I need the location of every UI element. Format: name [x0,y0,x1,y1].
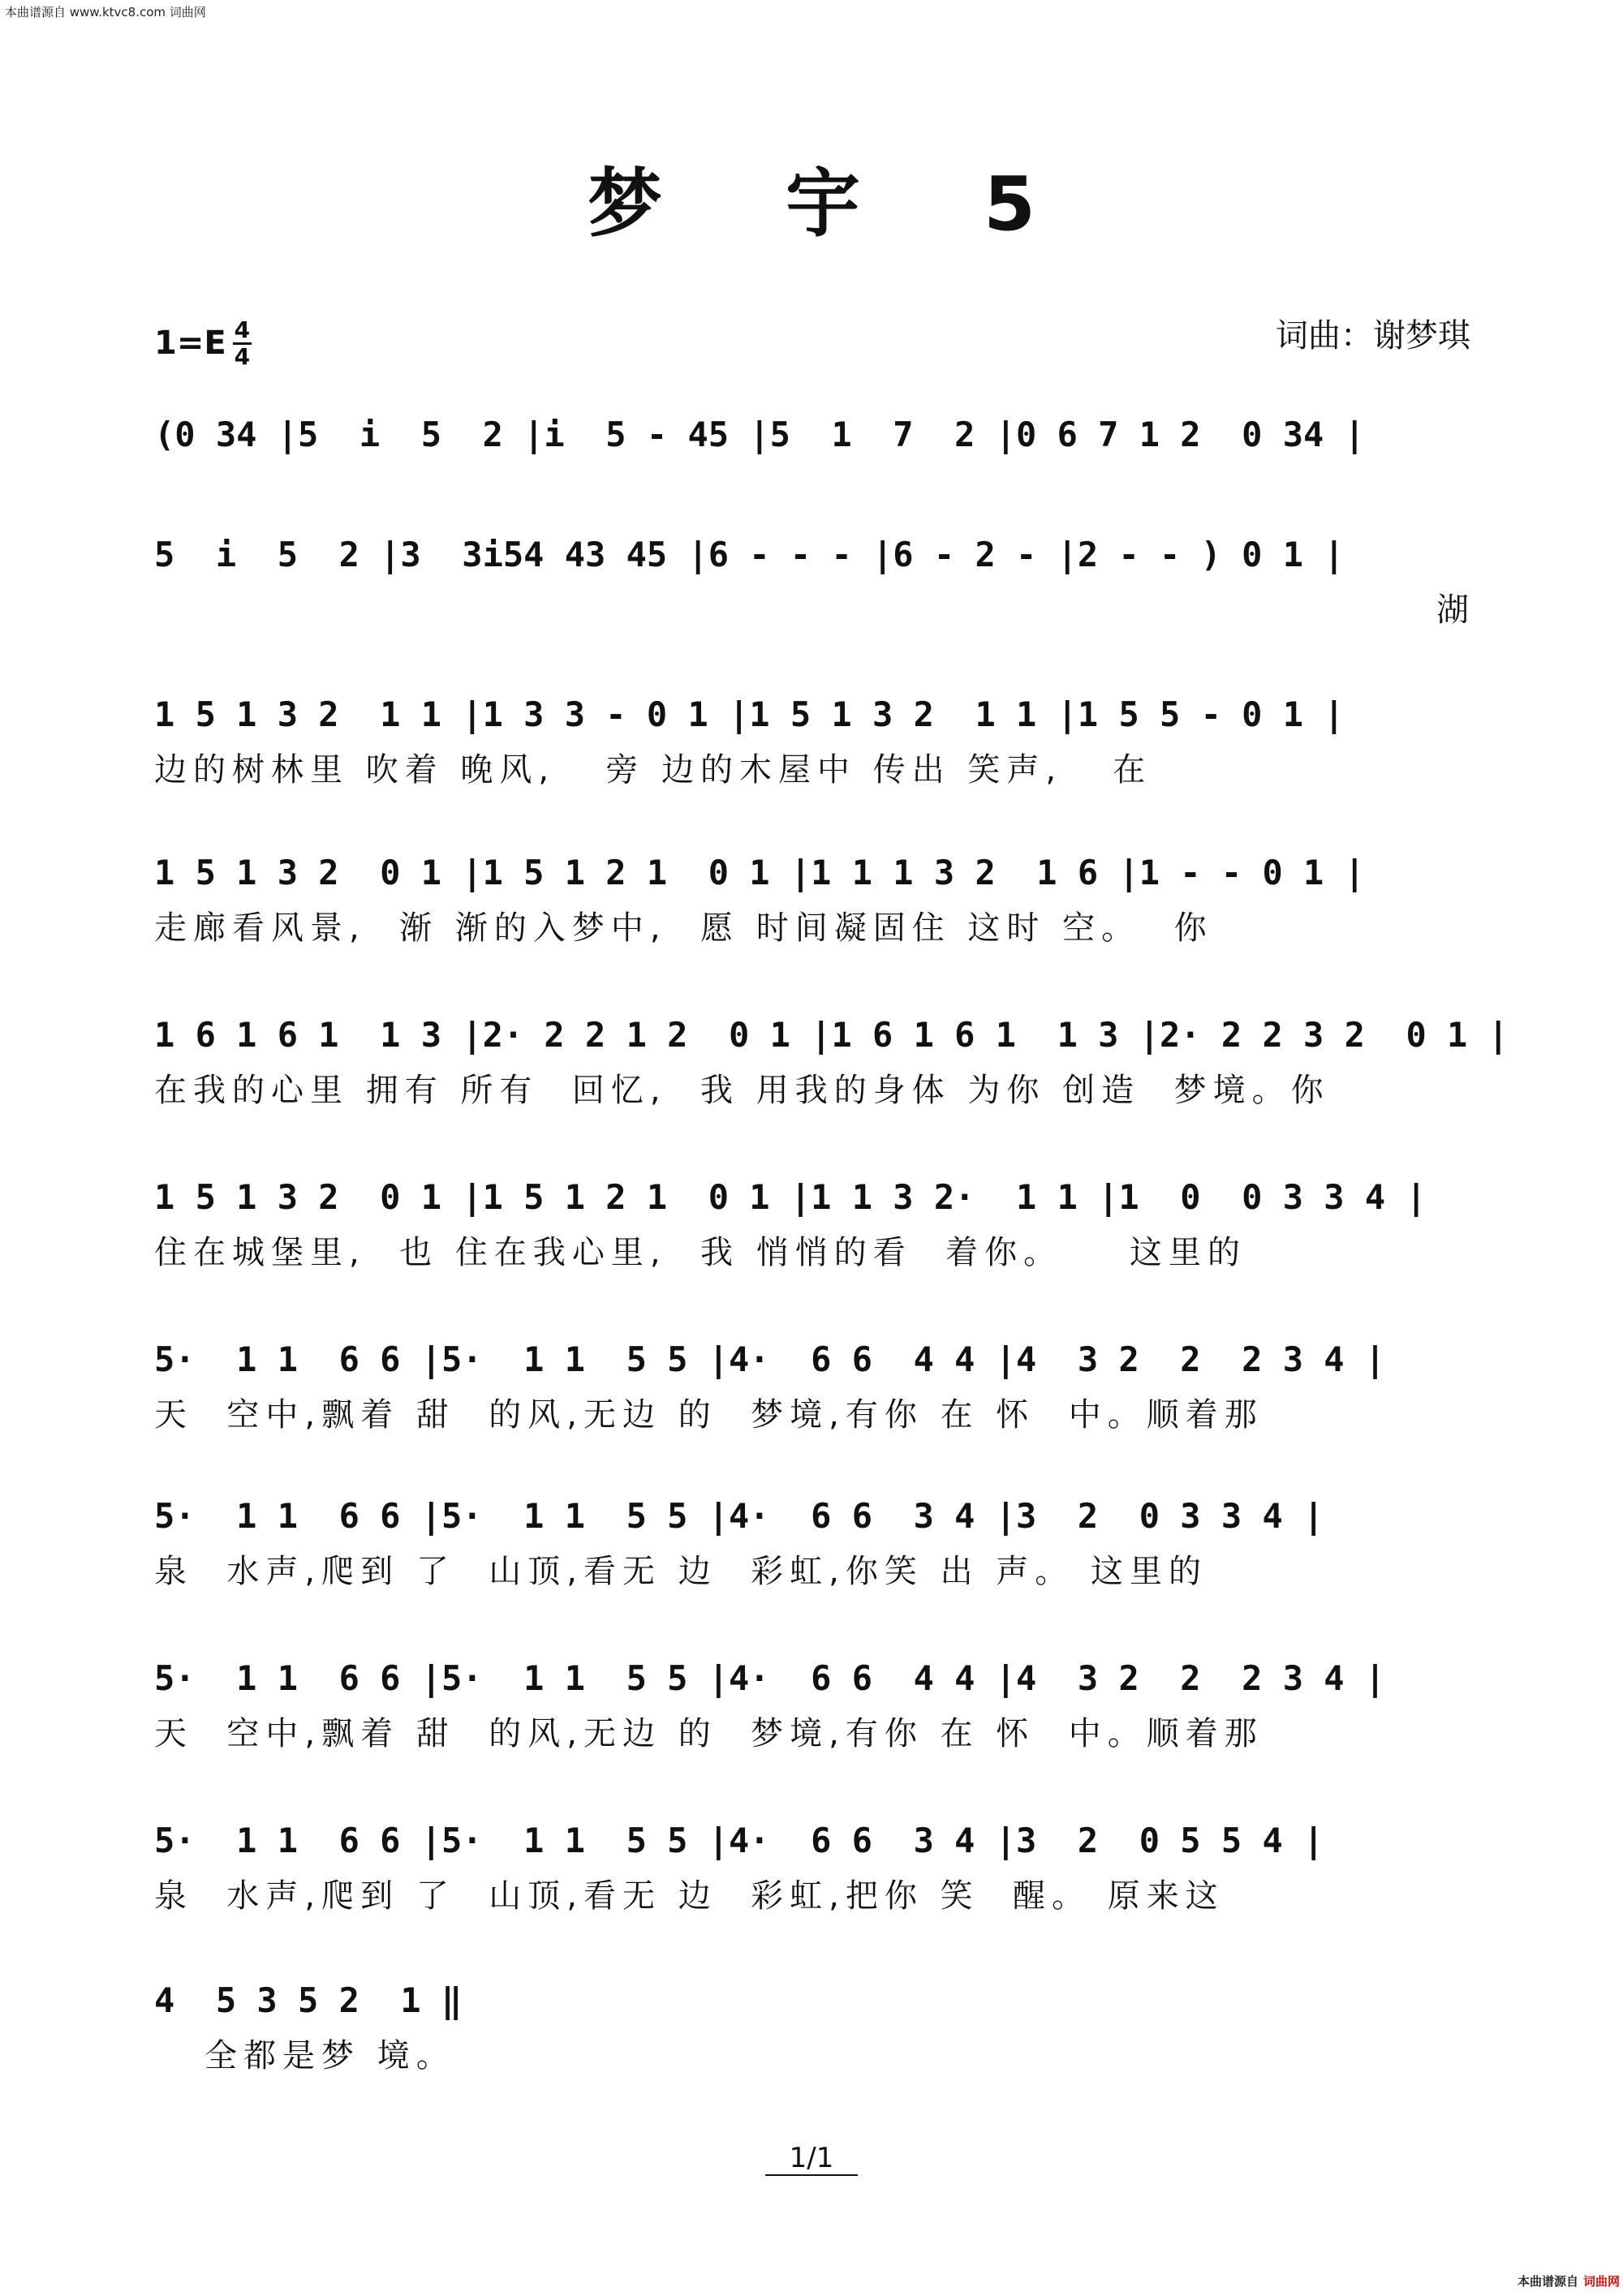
score-system-6 [154,1168,1475,1274]
score-system-11 [154,1971,495,2077]
score-system-7 [154,1331,1475,1436]
score-system-2 [154,526,1475,631]
score-system-5 [154,1006,1509,1111]
footer-brand-text: 本曲谱源自 [1517,2274,1578,2289]
key-label: 1=E [154,325,226,362]
score-system-10 [154,1812,1475,1917]
lyric-line: 住在城堡里, 也 住在我心里, 我 悄悄的看 着你。 这里的 [154,1233,1247,1271]
lyric-line: 天 空中,飘着 甜 的风,无边 的 梦境,有你 在 怀 中。顺着那 [154,1395,1264,1434]
lyric-line: 湖 [1436,591,1475,629]
time-signature [233,318,252,369]
notation-line: 5· 1 1 6 6 |5· 1 1 5 5 |4· 6 6 3 4 |3 2 0 3 3 4 | [154,1495,1324,1536]
score-system-1 [154,406,1475,462]
song-title: 梦 宇 5 [587,161,1085,247]
score-system-3 [154,686,1475,791]
time-signature-top: 4 [234,316,251,343]
source-watermark: 本曲谱源自 www.ktvc8.com 词曲网 [5,5,206,19]
page-number [0,2142,1623,2174]
notation-line: 5· 1 1 6 6 |5· 1 1 5 5 |4· 6 6 3 4 |3 2 0 5 5 4 | [154,1820,1324,1860]
notation-line: 1 5 1 3 2 1 1 |1 3 3 - 0 1 |1 5 1 3 2 1 1 |1 5 5 - 0 1 | [154,694,1345,734]
lyric-line: 在我的心里 拥有 所有 回忆, 我 用我的身体 为你 创造 梦境。你 [154,1071,1330,1109]
lyric-line: 泉 水声,爬到 了 山顶,看无 边 彩虹,你笑 出 声。 这里的 [154,1552,1208,1590]
footer-brand-logo-text: 词曲网 [1582,2274,1620,2289]
notation-line: 1 5 1 3 2 0 1 |1 5 1 2 1 0 1 |1 1 3 2· 1 1 |1 0 0 3 3 4 | [154,1176,1427,1217]
lyric-line: 泉 水声,爬到 了 山顶,看无 边 彩虹,把你 笑 醒。 原来这 [154,1877,1225,1915]
score-system-9 [154,1649,1475,1755]
lyric-line: 天 空中,飘着 甜 的风,无边 的 梦境,有你 在 怀 中。顺着那 [154,1714,1264,1752]
time-signature-bottom: 4 [234,342,251,370]
lyric-line: 边的树林里 吹着 晚风, 旁 边的木屋中 传出 笑声, 在 [154,750,1152,789]
notation-line: 1 5 1 3 2 0 1 |1 5 1 2 1 0 1 |1 1 1 3 2 1 6 |1 - - 0 1 | [154,852,1365,892]
lyric-line: 走廊看风景, 渐 渐的入梦中, 愿 时间凝固住 这时 空。 你 [154,909,1213,947]
score-system-4 [154,844,1475,949]
notation-line: 5 i 5 2 |3 3i54 43 45 |6 - - - |6 - 2 - |2 - - ) 0 1 | [154,534,1345,574]
key-signature [154,315,252,372]
composer-credit: 词曲：谢梦琪 [1276,317,1470,355]
page-number-label: 1/1 [765,2142,859,2176]
notation-line: (0 34 |5 i 5 2 |i 5 - 45 |5 1 7 2 |0 6 7 1 2 0 34 | [154,414,1365,454]
notation-line: 1 6 1 6 1 1 3 |2· 2 2 1 2 0 1 |1 6 1 6 1 1 3 |2· 2 2 3 2 0 1 | [154,1014,1509,1055]
notation-line: 5· 1 1 6 6 |5· 1 1 5 5 |4· 6 6 4 4 |4 3 2 2 2 3 4 | [154,1658,1386,1698]
lyric-line: 全都是梦 境。 [204,2036,455,2075]
footer-brand [1518,2272,1620,2290]
notation-line: 5· 1 1 6 6 |5· 1 1 5 5 |4· 6 6 4 4 |4 3 2 2 2 3 4 | [154,1339,1386,1379]
notation-line: 4 5 3 5 2 1 ‖ [154,1980,463,2020]
score-system-8 [154,1487,1475,1593]
